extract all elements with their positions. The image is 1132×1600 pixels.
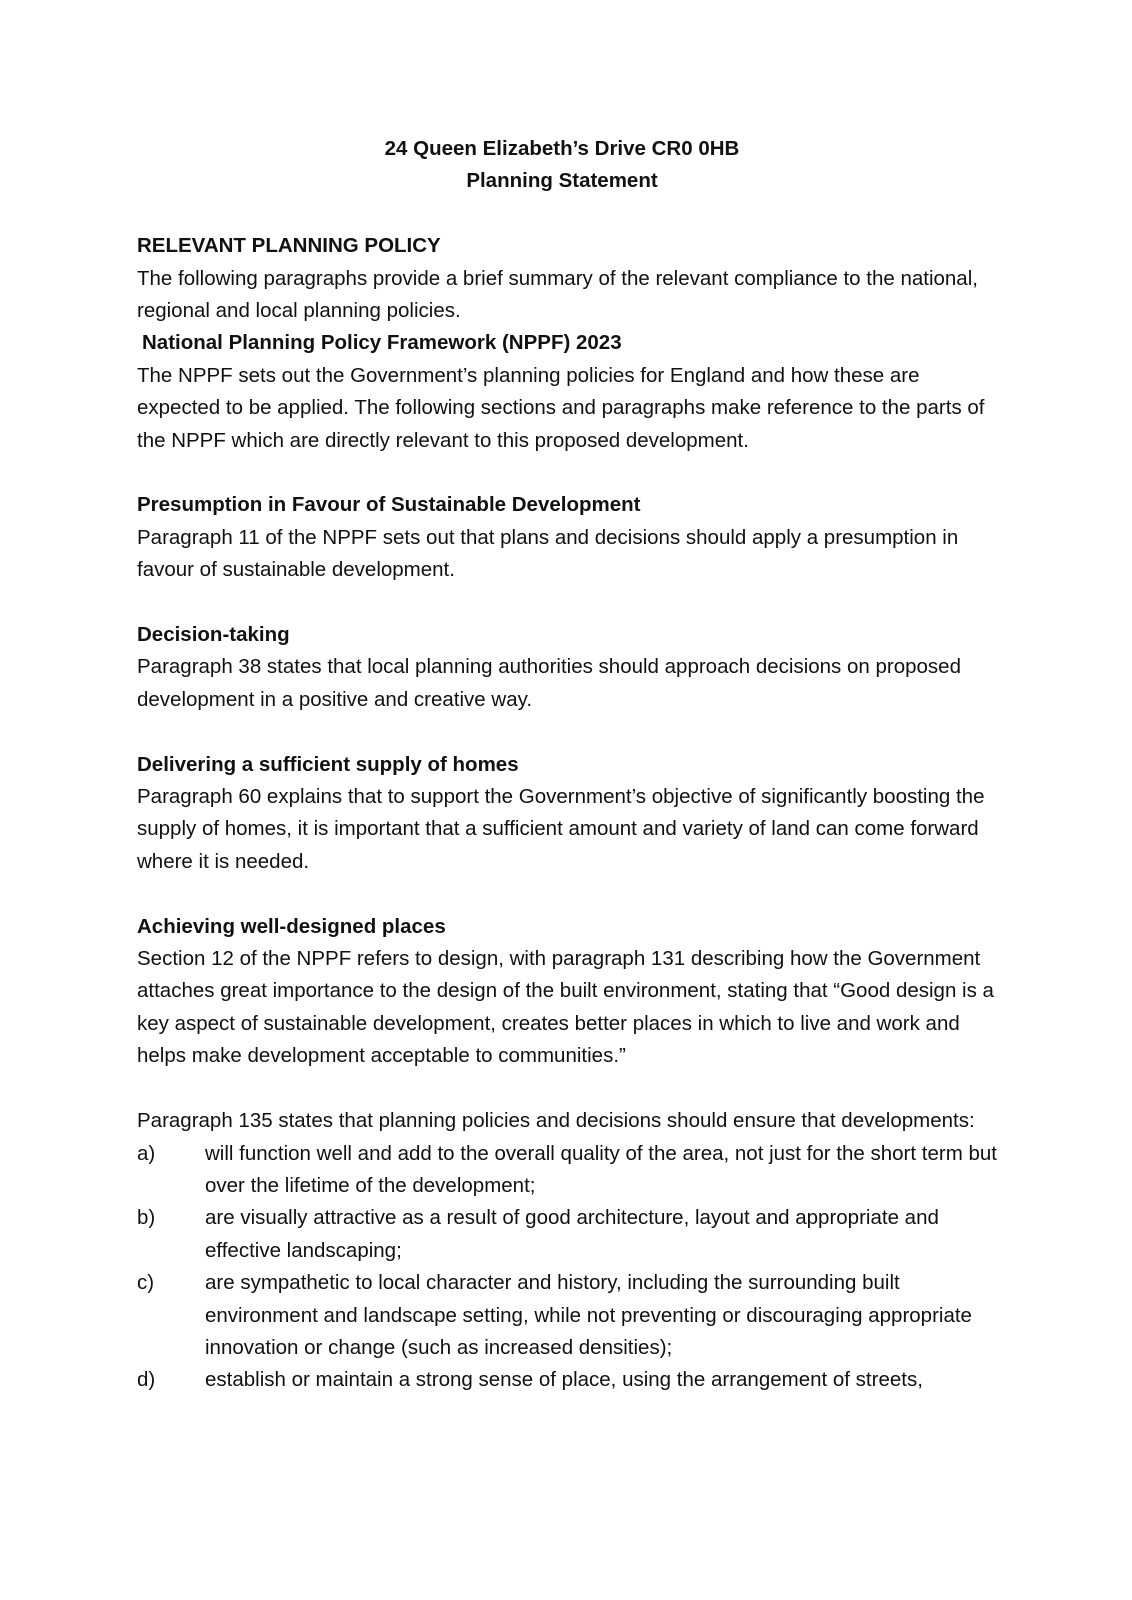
list-item [137, 1138, 997, 1203]
spacer [137, 198, 997, 230]
list-item-label: d) [137, 1368, 156, 1392]
spacer [137, 1073, 997, 1105]
list-item [137, 1364, 997, 1396]
spacer [137, 587, 997, 619]
list-item-label: b) [137, 1206, 156, 1230]
list-item-text: establish or maintain a strong sense of place, using the arrangement of streets, [205, 1368, 923, 1392]
sustainable-development-heading: Presumption in Favour of Sustainable Development [137, 493, 641, 517]
document-title-address: 24 Queen Elizabeth’s Drive CR0 0HB [384, 137, 740, 160]
well-designed-places-paragraph: Section 12 of the NPPF refers to design, with paragraph 131 describing how the Government attaches great importance to the design of the built environment, stating that “Good design is a key aspect of sustainable development, creates better places in which to live and work and helps make development acceptable to communities.” [137, 947, 994, 1068]
list-item [137, 1267, 997, 1364]
nppf-paragraph: The NPPF sets out the Government’s planning policies for England and how these are expected to be applied. The following sections and paragraphs make reference to the parts of the NPPF which are directly relevant to this proposed development. [137, 363, 985, 452]
supply-of-homes-heading: Delivering a sufficient supply of homes [137, 752, 519, 776]
supply-of-homes-paragraph: Paragraph 60 explains that to support the Government’s objective of significantly boosting the supply of homes, it is important that a sufficient amount and variety of land can come forward where it is needed. [137, 785, 985, 873]
decision-taking-paragraph: Paragraph 38 states that local planning authorities should approach decisions on proposed development in a positive and creative way. [137, 655, 961, 711]
decision-taking-heading: Decision-taking [137, 623, 290, 647]
document-title-subtitle: Planning Statement [466, 169, 658, 193]
document-body [137, 133, 997, 1397]
list-item-label: a) [137, 1141, 156, 1165]
paragraph-135-list [137, 1138, 997, 1397]
list-item-text: are sympathetic to local character and history, including the surrounding built environment and landscape setting, while not preventing or discouraging appropriate innovation or change (such as increased densities); [205, 1271, 972, 1359]
nppf-heading: National Planning Policy Framework (NPPF) 2023 [142, 331, 622, 355]
list-item-text: are visually attractive as a result of good architecture, layout and appropriate and effective landscaping; [205, 1206, 939, 1262]
relevant-policy-heading: RELEVANT PLANNING POLICY [137, 234, 441, 258]
spacer [137, 716, 997, 748]
spacer [137, 457, 997, 489]
list-item-text: will function well and add to the overall quality of the area, not just for the short term but over the lifetime of the development; [205, 1141, 997, 1197]
well-designed-places-heading: Achieving well-designed places [137, 914, 446, 938]
list-item [137, 1202, 997, 1267]
spacer [137, 878, 997, 910]
list-item-label: c) [137, 1271, 155, 1295]
sustainable-development-paragraph: Paragraph 11 of the NPPF sets out that plans and decisions should apply a presumption in favour of sustainable development. [137, 525, 959, 582]
paragraph-135-intro: Paragraph 135 states that planning policies and decisions should ensure that developments: [137, 1109, 975, 1133]
intro-paragraph: The following paragraphs provide a brief summary of the relevant compliance to the national, regional and local planning policies. [137, 266, 978, 323]
